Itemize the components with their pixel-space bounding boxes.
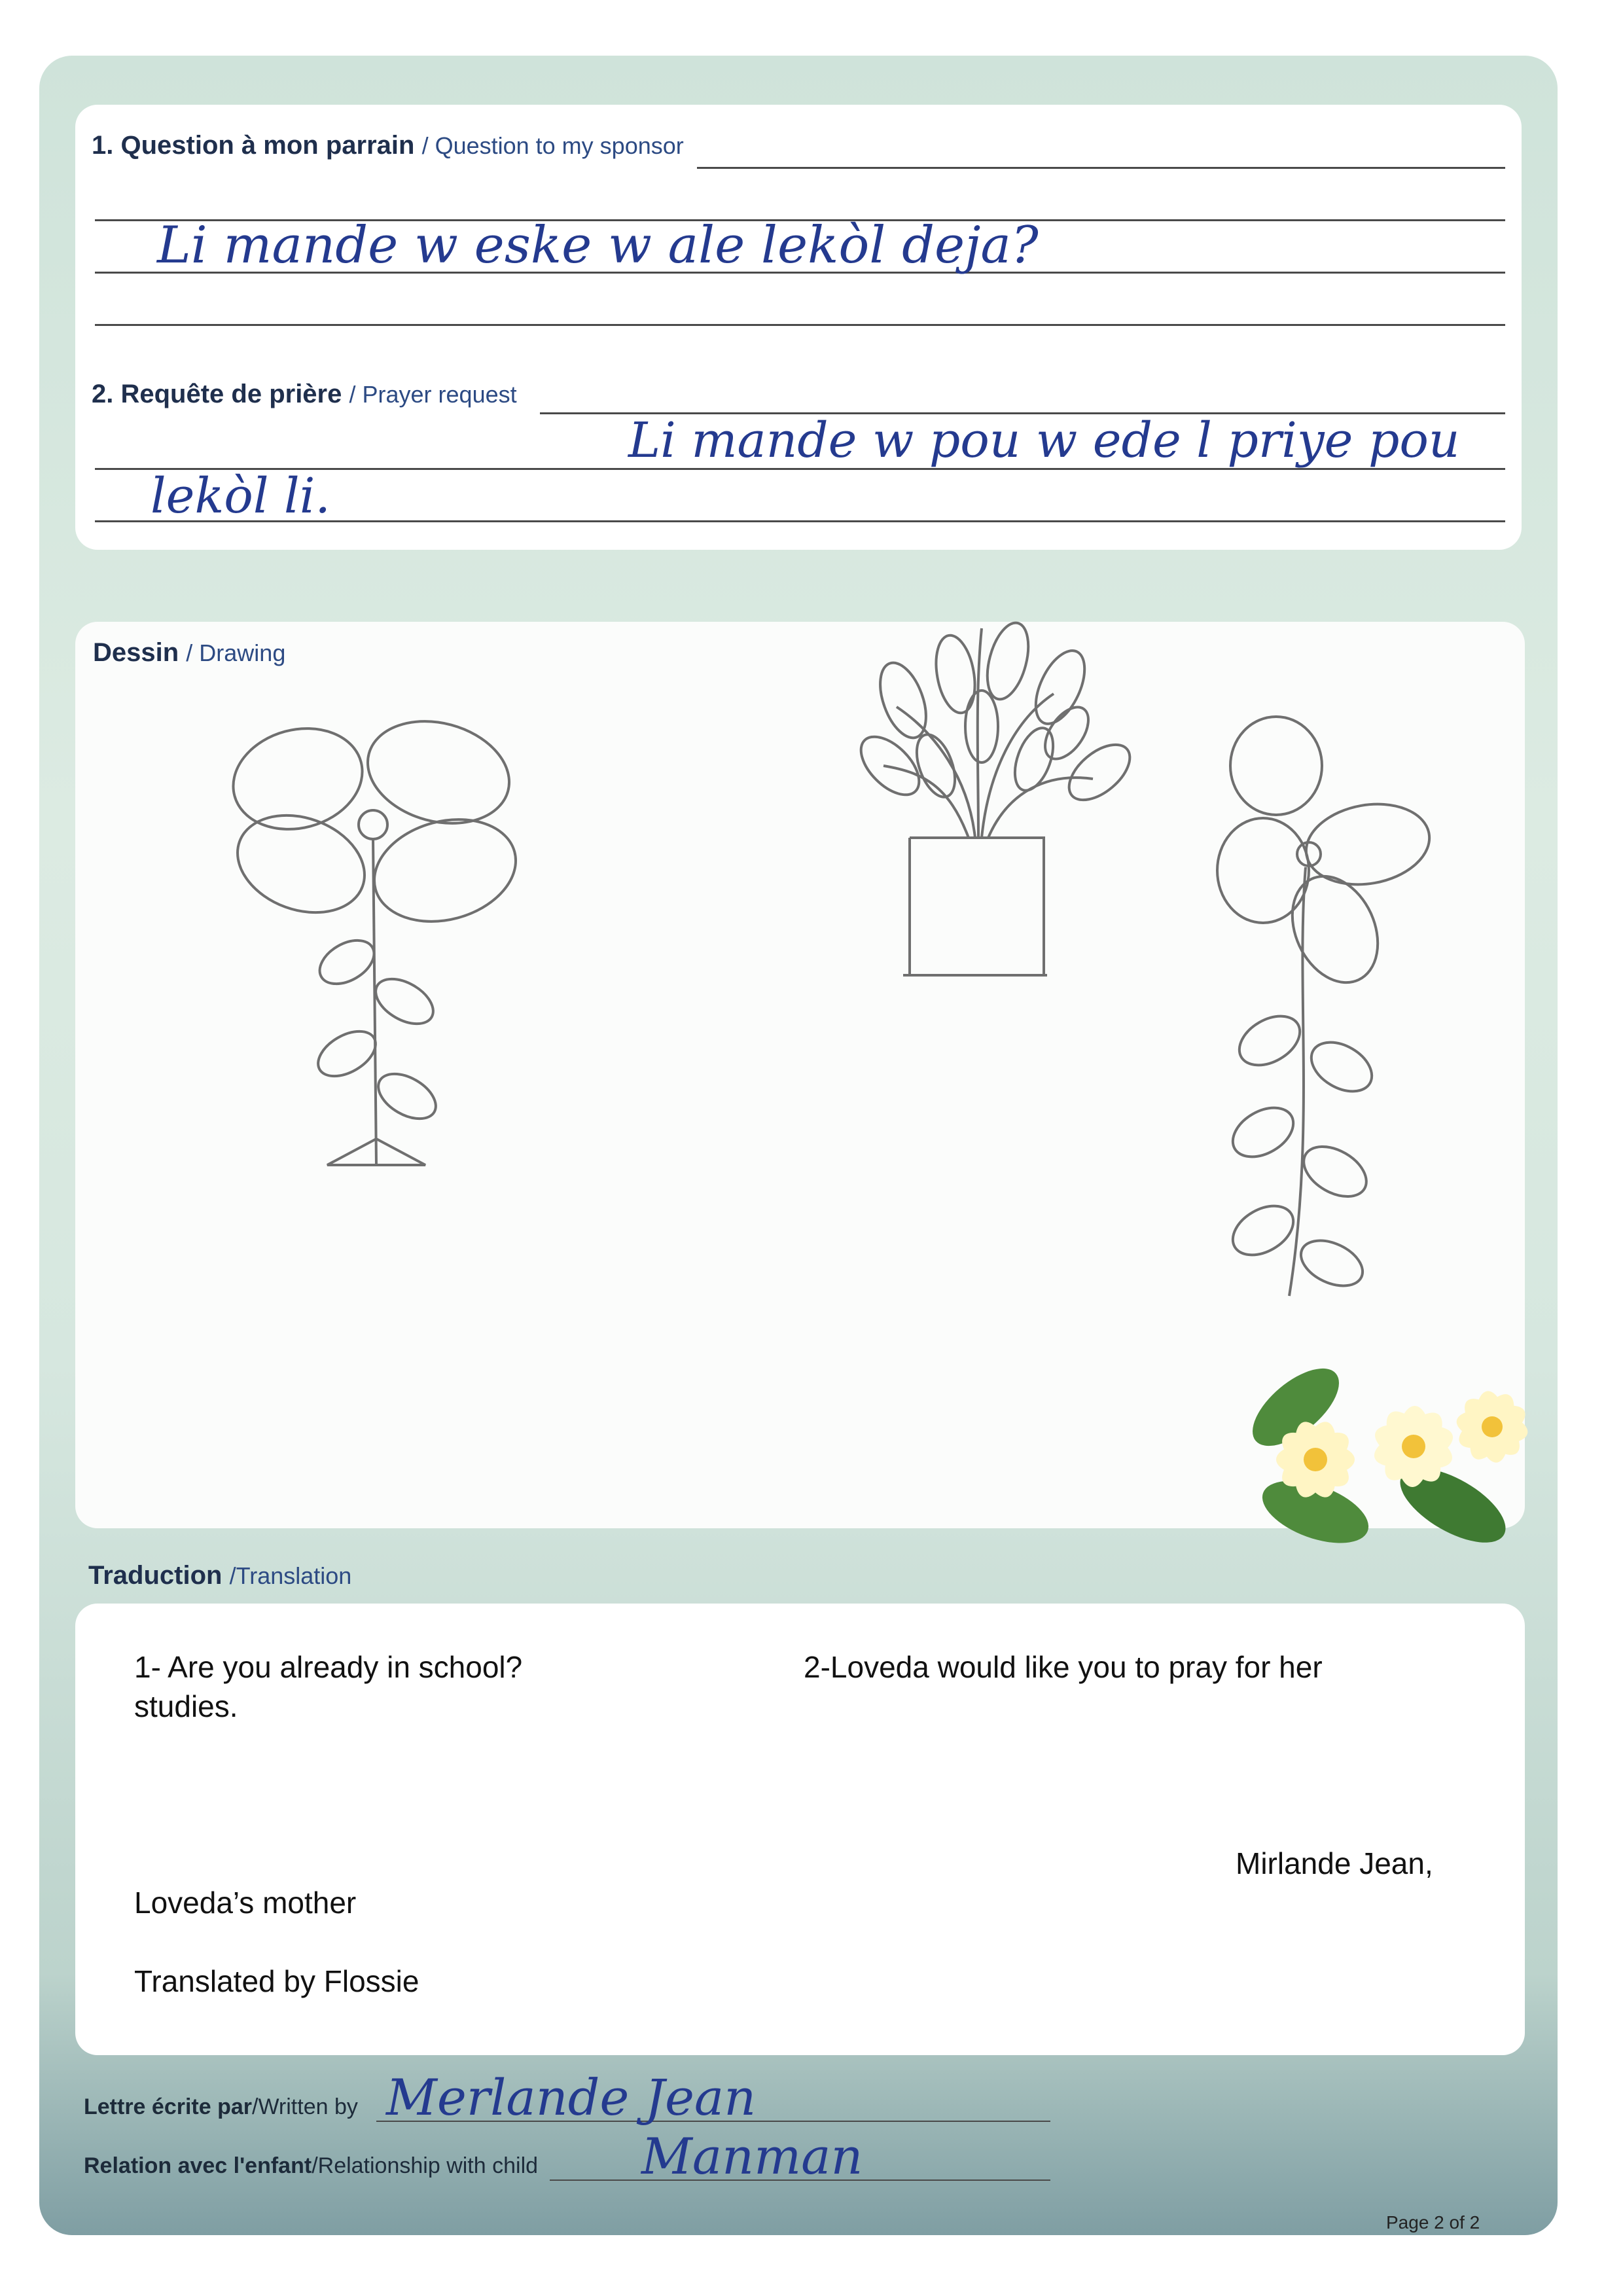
translation-translator: Translated by Flossie (134, 1964, 419, 1998)
prayer-handwritten-line2: lekòl li. (151, 468, 330, 524)
question-rule-4 (95, 324, 1505, 326)
written-by-signature: Merlande Jean (386, 2068, 757, 2126)
relationship-label-en: /Relationship with child (312, 2153, 539, 2178)
translation-signer-relation: Loveda’s mother (134, 1886, 357, 1920)
prayer-handwritten-line1: Li mande w pou w ede l priye pou (628, 412, 1460, 469)
drawing-label-fr: Dessin (93, 638, 179, 667)
translation-heading (88, 1561, 351, 1590)
written-by-label-fr: Lettre écrite par (84, 2094, 252, 2119)
translation-signer-name: Mirlande Jean, (1236, 1846, 1433, 1880)
translation-question-1-continued: studies. (134, 1689, 238, 1723)
question-rule-1 (697, 167, 1505, 169)
prayer-label-fr: 2. Requête de prière (92, 380, 342, 408)
relationship-label-fr: Relation avec l'enfant (84, 2153, 312, 2178)
written-by-label-en: /Written by (252, 2094, 358, 2119)
question-handwritten: Li mande w eske w ale lekòl deja? (157, 216, 1039, 275)
translation-label-fr: Traduction (88, 1561, 223, 1590)
potted-plant-drawing (857, 615, 1158, 982)
flower-right-drawing (1191, 713, 1440, 1302)
prayer-heading (92, 380, 517, 409)
page-number: Page 2 of 2 (1386, 2212, 1480, 2233)
written-by-label (84, 2094, 358, 2120)
prayer-label-en: / Prayer request (349, 381, 517, 408)
drawing-label-en: / Drawing (186, 639, 286, 666)
translation-label-en: /Translation (229, 1562, 352, 1589)
relationship-label (84, 2153, 538, 2179)
drawing-heading (93, 638, 285, 668)
translation-question-1: 1- Are you already in school? (134, 1650, 523, 1684)
translation-prayer-2: 2-Loveda would like you to pray for her (804, 1650, 1323, 1684)
flower-left-drawing (229, 713, 569, 1211)
question-label-fr: 1. Question à mon parrain (92, 131, 415, 160)
relationship-handwritten: Manman (641, 2127, 863, 2185)
question-label-en: / Question to my sponsor (421, 132, 684, 159)
question-heading (92, 131, 684, 160)
plumeria-decoration (1217, 1348, 1544, 1558)
